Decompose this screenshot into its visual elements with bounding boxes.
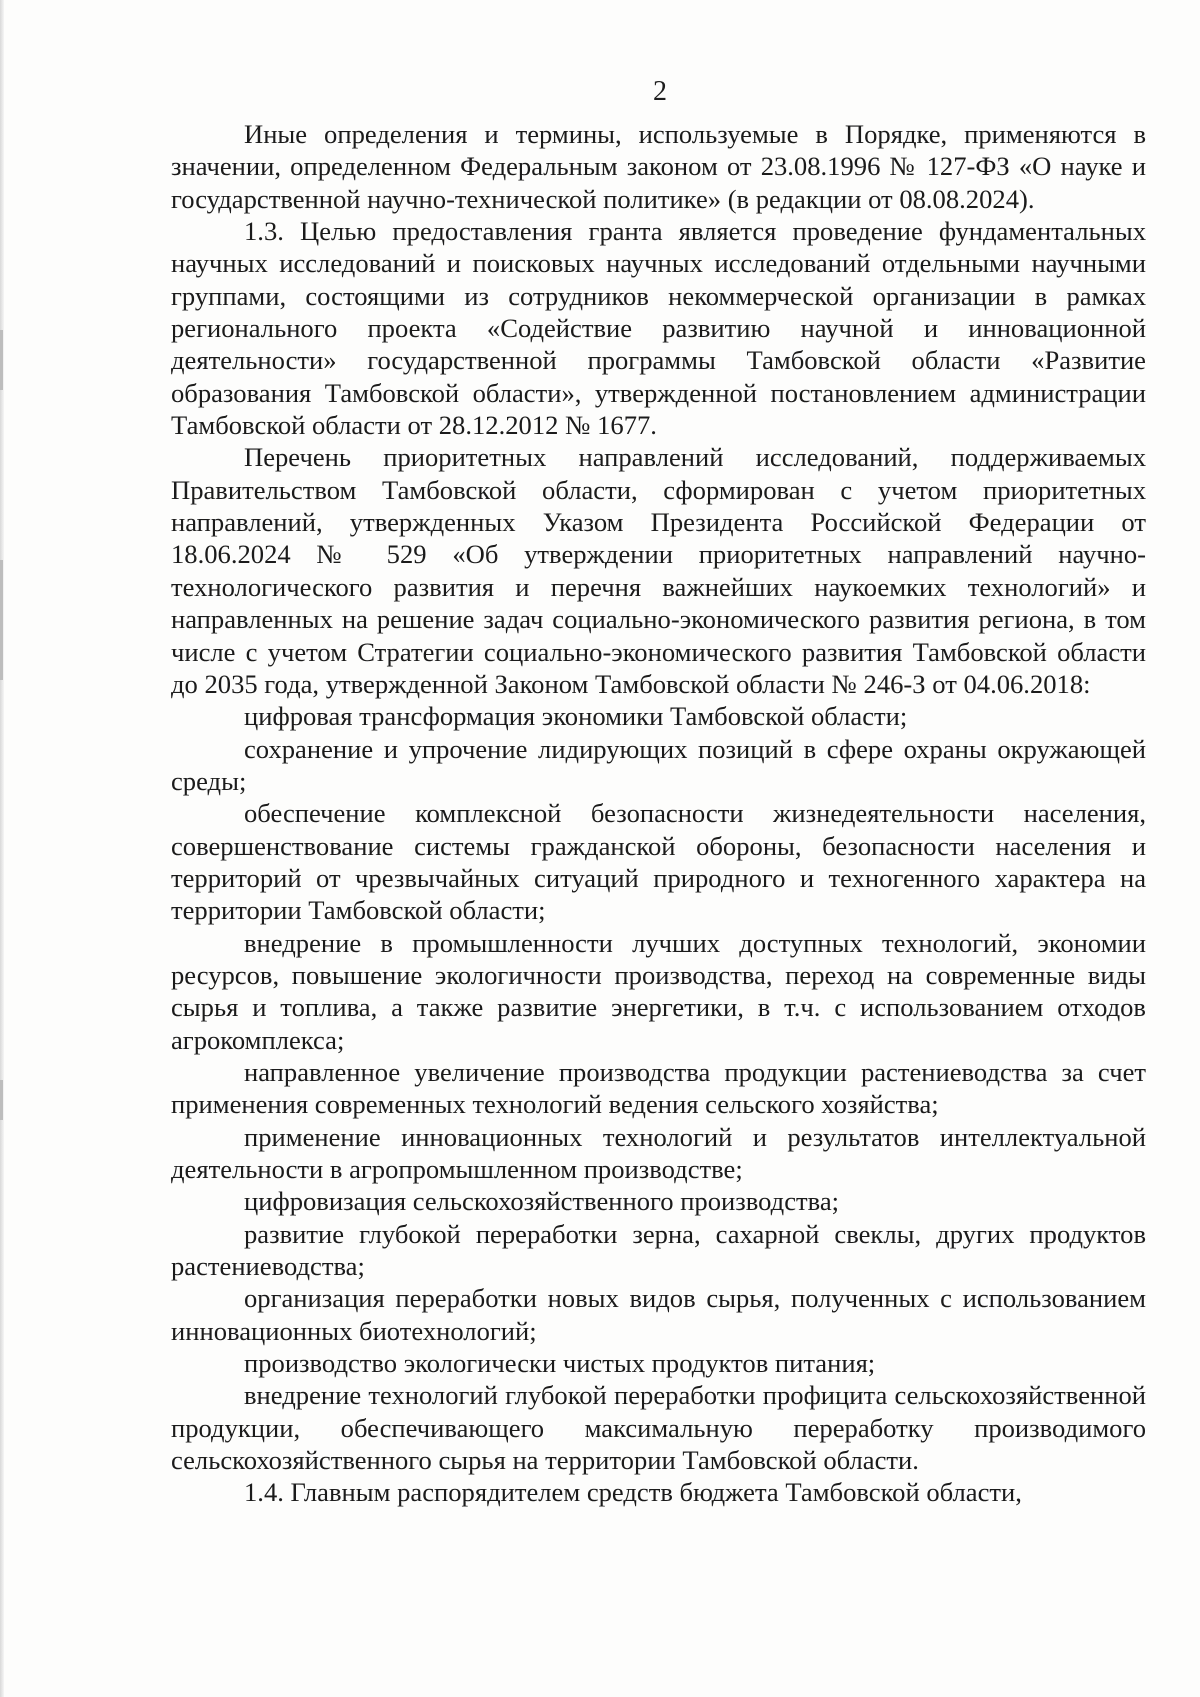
scan-edge-mark bbox=[0, 560, 3, 680]
paragraph-1-4-budget-manager: 1.4. Главным распорядителем средств бюджета Тамбовской области, bbox=[244, 1477, 1022, 1508]
priority-item: производство экологически чистых продуктов питания; bbox=[244, 1348, 876, 1379]
priority-item: сохранение и упрочение лидирующих позиций в сфере охраны окружающей среды; bbox=[171, 733, 1146, 796]
document-body bbox=[171, 118, 1146, 1509]
priority-item: направленное увеличение производства продукции растениеводства за счет применения современных технологий ведения сельского хозяйства; bbox=[171, 1056, 1146, 1120]
priority-item: цифровая трансформация экономики Тамбовской области; bbox=[244, 701, 908, 732]
paragraph-definitions: Иные определения и термины, используемые в Порядке, применяются в значении, определенном Федеральным законом от 23.08.1996 № 127-ФЗ «О науке и государственной научно-технической политике» (в редакции от 08.08.2024). bbox=[171, 119, 1146, 214]
priority-item: применение инновационных технологий и результатов интеллектуальной деятельности в агропромышленном производстве; bbox=[171, 1121, 1146, 1184]
priority-item: организация переработки новых видов сырья, полученных с использованием инновационных биотехнологий; bbox=[171, 1283, 1146, 1346]
scan-edge-shadow bbox=[0, 0, 4, 1697]
priority-item: внедрение технологий глубокой переработки профицита сельскохозяйственной продукции, обеспечивающего максимальную переработку производимого сельскохозяйственного сырья на территории Тамбовской области. bbox=[171, 1380, 1146, 1476]
priority-item: обеспечение комплексной безопасности жизнедеятельности населения, совершенствование системы гражданской обороны, безопасности населения и территорий от чрезвычайных ситуаций природного и техногенного характера на территории Тамбовской области; bbox=[171, 798, 1146, 926]
scan-edge-mark bbox=[0, 1080, 3, 1120]
paragraph-1-3-grant-purpose: 1.3. Целью предоставления гранта является проведение фундаментальных научных исследований и поисковых научных исследований отдельными научными группами, состоящими из сотрудников некоммерческой организации в рамках регионального проекта «Содействие развитию научной и инновационной деятельности» государственной программы Тамбовской области «Развитие образования Тамбовской области», утвержденной постановлением администрации Тамбовской области от 28.12.2012 № 1677. bbox=[171, 216, 1146, 441]
priority-item: цифровизация сельскохозяйственного производства; bbox=[244, 1186, 840, 1217]
page-number: 2 bbox=[653, 76, 667, 107]
paragraph-priority-intro: Перечень приоритетных направлений исследований, поддерживаемых Правительством Тамбовской области, сформирован с учетом приоритетных направлений, утвержденных Указом Президента Российской Федерации от 18.06.2024 № 529 «Об утверждении приоритетных направлений научно-технологического развития и перечня важнейших наукоемких технологий» и направленных на решение задач социально-экономического развития региона, в том числе с учетом Стратегии социально-экономического развития Тамбовской области до 2035 года, утвержденной Законом Тамбовской области № 246-З от 04.06.2018: bbox=[171, 442, 1146, 699]
priority-item: развитие глубокой переработки зерна, сахарной свеклы, других продуктов растениеводства; bbox=[171, 1218, 1146, 1282]
priority-item: внедрение в промышленности лучших доступных технологий, экономии ресурсов, повышение экологичности производства, переход на современные виды сырья и топлива, а также развитие энергетики, в т.ч. с использованием отходов агрокомплекса; bbox=[171, 927, 1146, 1055]
scan-edge-mark bbox=[0, 330, 3, 390]
